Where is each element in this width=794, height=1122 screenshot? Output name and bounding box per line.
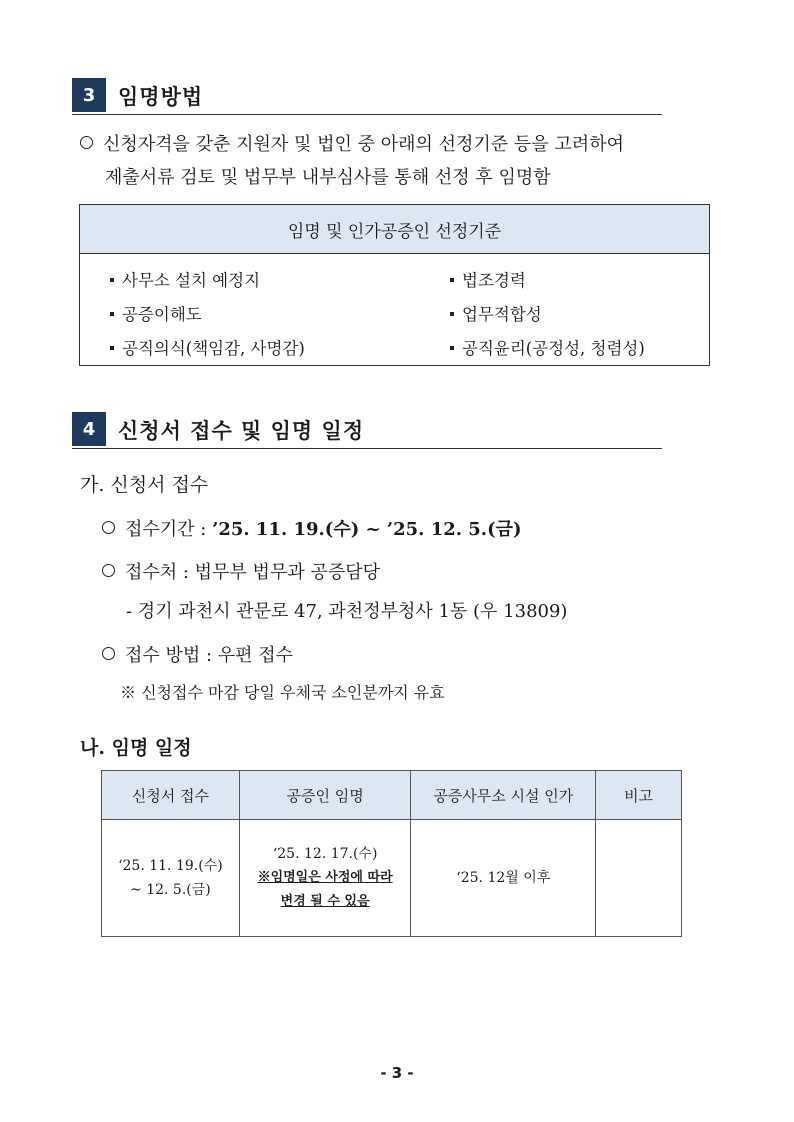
criteria-item xyxy=(450,267,526,291)
application-method xyxy=(102,641,293,667)
period-value: ’25. 11. 19.(수) ~ ’25. 12. 5.(금) xyxy=(212,519,522,540)
section-title: 임명방법 xyxy=(118,85,204,109)
circle-bullet-icon xyxy=(102,564,115,577)
deadline-note: ※ 신청접수 마감 당일 우체국 소인분까지 유효 xyxy=(120,683,445,702)
criteria-title: 임명 및 인가공증인 선정기준 xyxy=(80,205,709,254)
appointment-schedule-table xyxy=(101,770,682,937)
period-label: 접수기간 : xyxy=(125,519,213,540)
criteria-item-text: 공직윤리(공정성, 청렴성) xyxy=(462,339,645,358)
cell-line: ‘25. 12. 17.(수) xyxy=(272,846,378,862)
square-bullet-icon xyxy=(110,278,114,282)
subheading-schedule: 나. 임명 일정 xyxy=(80,737,192,759)
office-approval-cell: ‘25. 12월 이후 xyxy=(411,820,596,937)
cell-line: ~ 12. 5.(금) xyxy=(130,882,211,898)
page-number: - 3 - xyxy=(380,1064,414,1082)
criteria-item-text: 법조경력 xyxy=(462,271,526,290)
criteria-item-text: 공직의식(책임감, 사명감) xyxy=(122,339,305,358)
appointment-method-paragraph xyxy=(80,128,624,194)
place-text: 접수처 : 법무부 법무과 공증담당 xyxy=(125,562,380,583)
section-number: 3 xyxy=(72,78,106,112)
square-bullet-icon xyxy=(450,278,454,282)
application-date-cell xyxy=(102,820,240,937)
criteria-item-text: 공증이해도 xyxy=(122,305,202,324)
square-bullet-icon xyxy=(450,312,454,316)
header-cell: 비고 xyxy=(596,771,682,820)
section-title: 신청서 접수 및 임명 일정 xyxy=(118,419,365,443)
header-cell: 공증인 임명 xyxy=(239,771,411,820)
remarks-cell xyxy=(596,820,682,937)
criteria-item-text: 업무적합성 xyxy=(462,305,542,324)
section-4-header xyxy=(72,412,662,449)
table-header-row xyxy=(102,771,682,820)
square-bullet-icon xyxy=(110,312,114,316)
criteria-item xyxy=(110,301,202,325)
paragraph-line-1: 신청자격을 갖춘 지원자 및 법인 중 아래의 선정기준 등을 고려하여 xyxy=(103,134,624,155)
circle-bullet-icon xyxy=(102,647,115,660)
criteria-item xyxy=(110,267,260,291)
application-period xyxy=(102,515,522,541)
section-number: 4 xyxy=(72,412,106,446)
application-place xyxy=(102,558,380,584)
criteria-item xyxy=(450,335,645,359)
square-bullet-icon xyxy=(450,346,454,350)
subheading-application: 가. 신청서 접수 xyxy=(80,474,209,496)
table-row xyxy=(102,820,682,937)
cell-note: 변경 될 수 있음 xyxy=(280,894,370,909)
circle-bullet-icon xyxy=(80,136,93,149)
cell-line: ‘25. 11. 19.(수) xyxy=(118,858,223,874)
criteria-item xyxy=(450,301,542,325)
criteria-item xyxy=(110,335,305,359)
mailing-address: - 경기 과천시 관문로 47, 과천정부청사 1동 (우 13809) xyxy=(126,601,568,622)
method-text: 접수 방법 : 우편 접수 xyxy=(125,645,294,666)
square-bullet-icon xyxy=(110,346,114,350)
appointment-date-cell xyxy=(239,820,411,937)
section-3-header xyxy=(72,78,662,115)
header-cell: 신청서 접수 xyxy=(102,771,240,820)
cell-note: ※임명일은 사정에 따라 xyxy=(257,870,393,885)
header-cell: 공증사무소 시설 인가 xyxy=(411,771,596,820)
criteria-item-text: 사무소 설치 예정지 xyxy=(122,271,261,290)
paragraph-line-2: 제출서류 검토 및 법무부 내부심사를 통해 선정 후 임명함 xyxy=(105,167,551,188)
selection-criteria-box xyxy=(79,204,710,366)
circle-bullet-icon xyxy=(102,521,115,534)
